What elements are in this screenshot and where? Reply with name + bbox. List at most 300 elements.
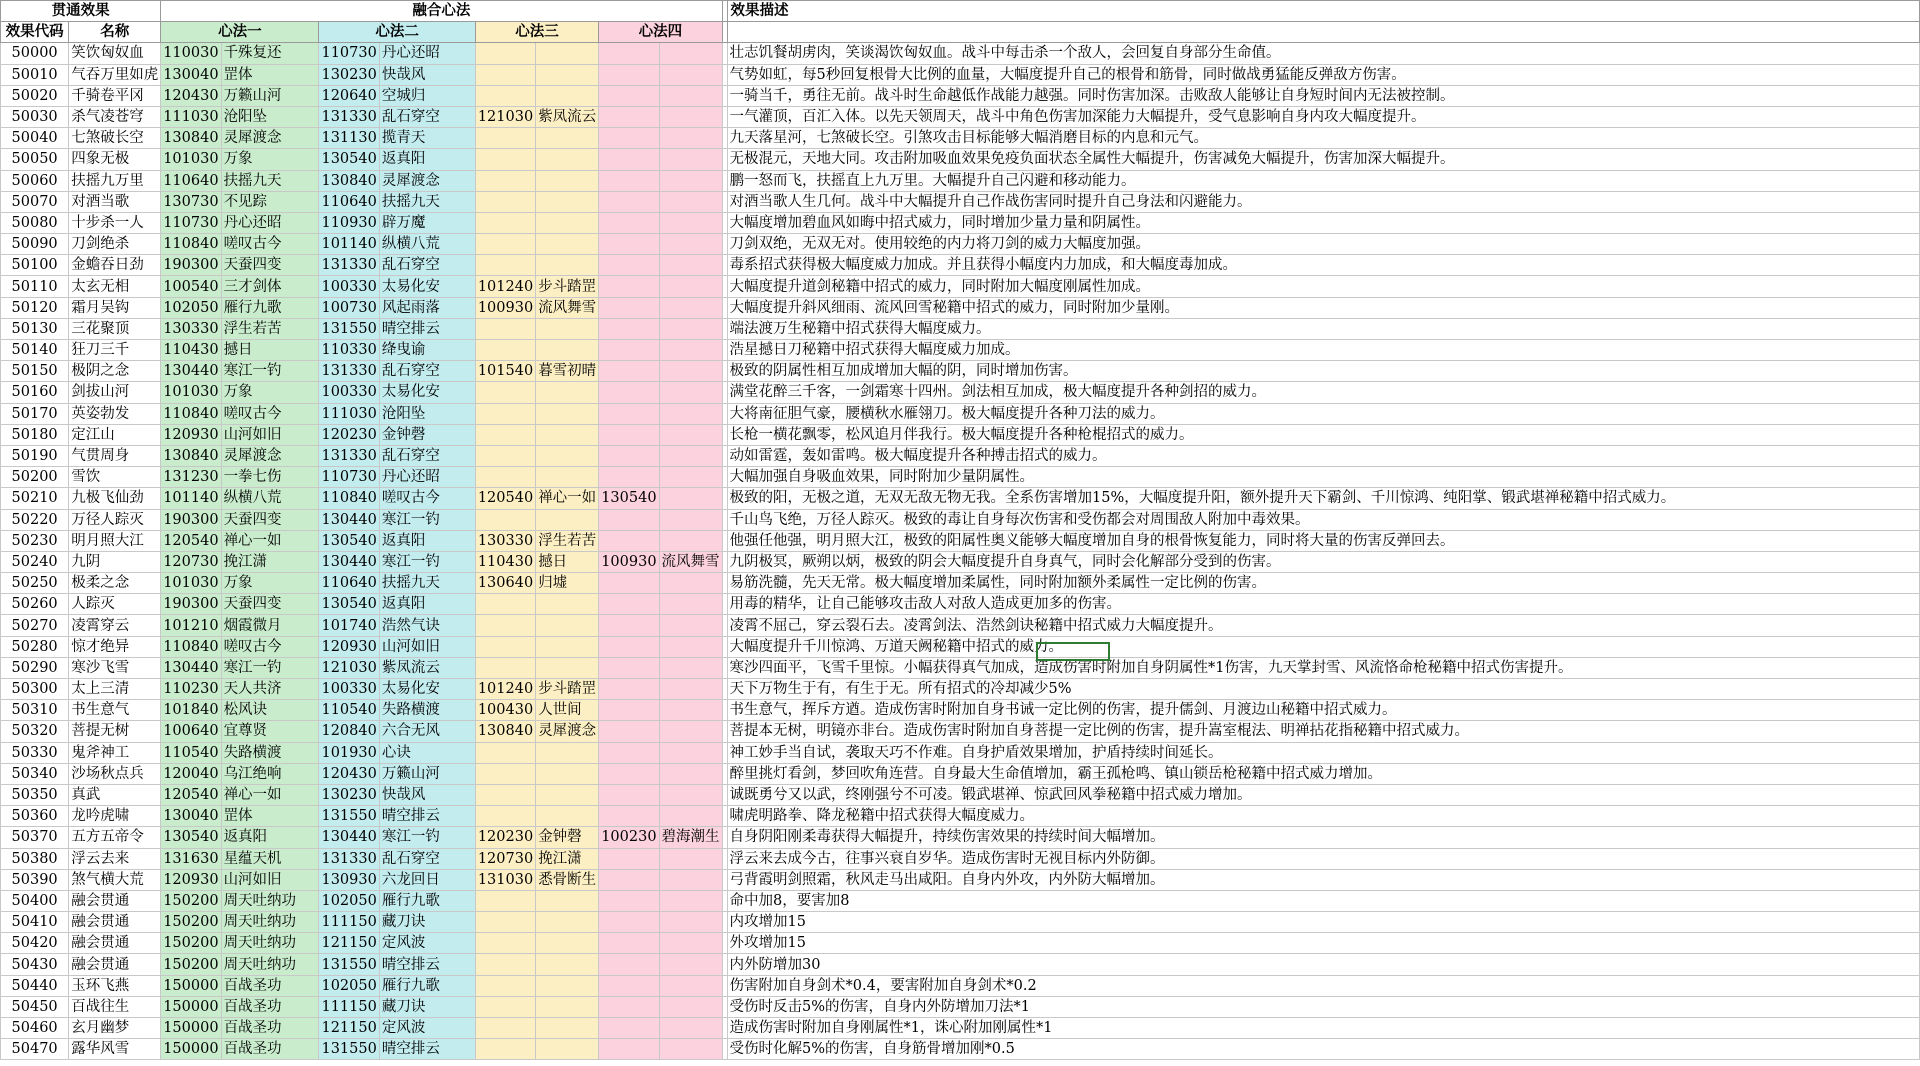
table-cell[interactable]: [536, 340, 599, 361]
table-cell[interactable]: 融会贯通: [69, 933, 161, 954]
table-cell[interactable]: 禅心一如: [221, 530, 319, 551]
table-cell[interactable]: 130730: [161, 191, 221, 212]
table-cell[interactable]: [475, 255, 535, 276]
desc-cell[interactable]: 凌霄不屈己，穿云裂石去。凌霄剑法、浩然剑诀秘籍中招式威力大幅度提升。: [727, 615, 1919, 636]
table-cell[interactable]: [475, 1039, 535, 1060]
table-cell[interactable]: 190300: [161, 594, 221, 615]
table-cell[interactable]: 人踪灭: [69, 594, 161, 615]
desc-cell[interactable]: 千山鸟飞绝，万径人踪灭。极致的毒让自身每次伤害和受伤都会对周围敌人附加中毒效果。: [727, 509, 1919, 530]
table-cell[interactable]: 50270: [1, 615, 69, 636]
table-cell[interactable]: 100930: [599, 551, 659, 572]
table-cell[interactable]: [475, 996, 535, 1017]
table-cell[interactable]: 120540: [475, 488, 535, 509]
table-cell[interactable]: 浮生若苦: [536, 530, 599, 551]
table-cell[interactable]: [659, 594, 722, 615]
table-cell[interactable]: 50320: [1, 721, 69, 742]
table-cell[interactable]: [536, 996, 599, 1017]
table-cell[interactable]: 130840: [319, 170, 379, 191]
table-cell[interactable]: 失路横渡: [221, 742, 319, 763]
table-cell[interactable]: [659, 806, 722, 827]
table-cell[interactable]: 嗟叹古今: [221, 636, 319, 657]
table-cell[interactable]: [475, 64, 535, 85]
desc-cell[interactable]: 寒沙四面平，飞雪千里惊。小幅获得真气加成，造成伤害时附加自身阴属性*1伤害，九天掌封雪、风流恪命枪秘籍中招式伤害提升。: [727, 657, 1919, 678]
table-cell[interactable]: 山河如旧: [221, 869, 319, 890]
table-cell[interactable]: 雁行九歌: [379, 975, 475, 996]
table-cell[interactable]: 120840: [319, 721, 379, 742]
table-cell[interactable]: 金钟磬: [536, 827, 599, 848]
table-cell[interactable]: 50150: [1, 361, 69, 382]
table-cell[interactable]: [659, 318, 722, 339]
table-cell[interactable]: 50190: [1, 445, 69, 466]
table-cell[interactable]: 雪饮: [69, 467, 161, 488]
table-cell[interactable]: 150000: [161, 996, 221, 1017]
table-cell[interactable]: [475, 212, 535, 233]
table-cell[interactable]: 131630: [161, 848, 221, 869]
table-cell[interactable]: 山河如旧: [379, 636, 475, 657]
table-cell[interactable]: [536, 128, 599, 149]
table-cell[interactable]: 乱石穿空: [379, 848, 475, 869]
table-cell[interactable]: 120230: [319, 424, 379, 445]
table-cell[interactable]: 131130: [319, 128, 379, 149]
table-cell[interactable]: 100930: [475, 297, 535, 318]
table-cell[interactable]: 50300: [1, 679, 69, 700]
table-cell[interactable]: [659, 64, 722, 85]
table-cell[interactable]: [599, 996, 659, 1017]
table-cell[interactable]: [659, 488, 722, 509]
table-cell[interactable]: [599, 615, 659, 636]
desc-cell[interactable]: 醉里挑灯看剑，梦回吹角连营。自身最大生命值增加，霸王孤枪鸣、镇山锁岳枪秘籍中招式威力增加。: [727, 763, 1919, 784]
desc-cell[interactable]: 一骑当千，勇往无前。战斗时生命越低作战能力越强。同时伤害加深。击败敌人能够让自身短时间内无法被控制。: [727, 85, 1919, 106]
table-cell[interactable]: 对酒当歌: [69, 191, 161, 212]
table-cell[interactable]: 130330: [475, 530, 535, 551]
table-cell[interactable]: 150000: [161, 1039, 221, 1060]
table-cell[interactable]: [659, 636, 722, 657]
desc-cell[interactable]: 大幅度提升千川惊鸿、万道天阙秘籍中招式的威力。: [727, 636, 1919, 657]
table-cell[interactable]: 快哉风: [379, 64, 475, 85]
desc-cell[interactable]: 天下万物生于有，有生于无。所有招式的冷却减少5%: [727, 679, 1919, 700]
table-cell[interactable]: 金钟磬: [379, 424, 475, 445]
table-cell[interactable]: 110840: [161, 403, 221, 424]
table-cell[interactable]: [599, 297, 659, 318]
table-cell[interactable]: [599, 742, 659, 763]
table-cell[interactable]: 万象: [221, 573, 319, 594]
table-cell[interactable]: [599, 721, 659, 742]
table-cell[interactable]: [475, 742, 535, 763]
table-cell[interactable]: [599, 784, 659, 805]
table-cell[interactable]: [536, 43, 599, 64]
table-cell[interactable]: 121150: [319, 933, 379, 954]
table-cell[interactable]: 101210: [161, 615, 221, 636]
table-cell[interactable]: [659, 445, 722, 466]
desc-cell[interactable]: 易筋洗髓，先天无常。极大幅度增加柔属性，同时附加额外柔属性一定比例的伤害。: [727, 573, 1919, 594]
table-cell[interactable]: 露华风雪: [69, 1039, 161, 1060]
table-cell[interactable]: [536, 636, 599, 657]
table-cell[interactable]: 天蚕四变: [221, 594, 319, 615]
table-cell[interactable]: 空城归: [379, 85, 475, 106]
table-cell[interactable]: 太上三清: [69, 679, 161, 700]
table-cell[interactable]: 嗟叹古今: [221, 234, 319, 255]
table-cell[interactable]: 嗟叹古今: [221, 403, 319, 424]
table-cell[interactable]: 返真阳: [221, 827, 319, 848]
table-cell[interactable]: 131030: [475, 869, 535, 890]
table-cell[interactable]: 130540: [319, 530, 379, 551]
table-cell[interactable]: [659, 255, 722, 276]
table-cell[interactable]: [599, 43, 659, 64]
table-cell[interactable]: 102050: [319, 975, 379, 996]
table-cell[interactable]: 110840: [161, 636, 221, 657]
table-cell[interactable]: 英姿勃发: [69, 403, 161, 424]
table-cell[interactable]: 131550: [319, 954, 379, 975]
table-cell[interactable]: [599, 509, 659, 530]
table-cell[interactable]: 天蚕四变: [221, 255, 319, 276]
table-cell[interactable]: [536, 255, 599, 276]
table-cell[interactable]: 沧阳坠: [221, 106, 319, 127]
desc-cell[interactable]: 菩提本无树，明镜亦非台。造成伤害时附加自身菩提一定比例的伤害，提升嵩室棍法、明禅拈花指秘籍中招式威力。: [727, 721, 1919, 742]
table-cell[interactable]: 凌霄穿云: [69, 615, 161, 636]
desc-cell[interactable]: 无极混元，天地大同。攻击附加吸血效果免疫负面状态全属性大幅提升，伤害减免大幅提升，伤害加深大幅提升。: [727, 149, 1919, 170]
table-cell[interactable]: 50010: [1, 64, 69, 85]
table-cell[interactable]: [659, 869, 722, 890]
table-cell[interactable]: 50360: [1, 806, 69, 827]
table-cell[interactable]: [536, 467, 599, 488]
table-cell[interactable]: [475, 170, 535, 191]
table-cell[interactable]: [659, 657, 722, 678]
table-cell[interactable]: 110030: [161, 43, 221, 64]
table-cell[interactable]: 101030: [161, 149, 221, 170]
table-cell[interactable]: 笑饮匈奴血: [69, 43, 161, 64]
table-cell[interactable]: 50290: [1, 657, 69, 678]
table-cell[interactable]: 紫凤流云: [536, 106, 599, 127]
table-cell[interactable]: 罡体: [221, 806, 319, 827]
table-cell[interactable]: 130230: [319, 64, 379, 85]
table-cell[interactable]: 风起雨落: [379, 297, 475, 318]
table-cell[interactable]: [659, 276, 722, 297]
table-cell[interactable]: [659, 361, 722, 382]
desc-cell[interactable]: 伤害附加自身剑术*0.4，要害附加自身剑术*0.2: [727, 975, 1919, 996]
table-cell[interactable]: 120640: [319, 85, 379, 106]
table-cell[interactable]: 九阴: [69, 551, 161, 572]
table-cell[interactable]: 50390: [1, 869, 69, 890]
table-cell[interactable]: 120230: [475, 827, 535, 848]
table-cell[interactable]: 131550: [319, 318, 379, 339]
table-cell[interactable]: [599, 403, 659, 424]
table-cell[interactable]: 寒江一钓: [221, 361, 319, 382]
table-cell[interactable]: 乱石穿空: [379, 255, 475, 276]
table-cell[interactable]: 失路横渡: [379, 700, 475, 721]
table-cell[interactable]: 110640: [319, 191, 379, 212]
table-cell[interactable]: [599, 975, 659, 996]
table-cell[interactable]: [659, 933, 722, 954]
table-cell[interactable]: [599, 255, 659, 276]
table-cell[interactable]: 撼日: [536, 551, 599, 572]
table-cell[interactable]: 120430: [161, 85, 221, 106]
table-cell[interactable]: 130440: [161, 361, 221, 382]
table-cell[interactable]: 嗟叹古今: [379, 488, 475, 509]
table-cell[interactable]: [475, 594, 535, 615]
table-cell[interactable]: 110730: [161, 212, 221, 233]
table-cell[interactable]: 110930: [319, 212, 379, 233]
table-cell[interactable]: 130540: [161, 827, 221, 848]
table-cell[interactable]: 煞气横大荒: [69, 869, 161, 890]
table-cell[interactable]: 150200: [161, 954, 221, 975]
table-cell[interactable]: 130440: [319, 509, 379, 530]
table-cell[interactable]: [659, 784, 722, 805]
table-cell[interactable]: [599, 340, 659, 361]
table-cell[interactable]: 撼日: [221, 340, 319, 361]
table-cell[interactable]: [659, 43, 722, 64]
table-cell[interactable]: 50160: [1, 382, 69, 403]
table-cell[interactable]: [536, 318, 599, 339]
table-cell[interactable]: 天人共济: [221, 679, 319, 700]
table-cell[interactable]: 玄月幽梦: [69, 1018, 161, 1039]
table-cell[interactable]: 100640: [161, 721, 221, 742]
table-cell[interactable]: 刀剑绝杀: [69, 234, 161, 255]
table-cell[interactable]: [659, 1018, 722, 1039]
table-cell[interactable]: 50210: [1, 488, 69, 509]
desc-cell[interactable]: 浮云来去成今古，往事兴衰自岁华。造成伤害时无视目标内外防御。: [727, 848, 1919, 869]
table-cell[interactable]: [475, 43, 535, 64]
table-cell[interactable]: 130230: [319, 784, 379, 805]
table-cell[interactable]: [536, 212, 599, 233]
table-cell[interactable]: 111030: [161, 106, 221, 127]
table-cell[interactable]: 101840: [161, 700, 221, 721]
table-cell[interactable]: [536, 594, 599, 615]
table-cell[interactable]: 扶摇九天: [221, 170, 319, 191]
table-cell[interactable]: 山河如旧: [221, 424, 319, 445]
table-cell[interactable]: 快哉风: [379, 784, 475, 805]
table-cell[interactable]: [599, 912, 659, 933]
table-cell[interactable]: [536, 784, 599, 805]
table-cell[interactable]: 松风诀: [221, 700, 319, 721]
table-cell[interactable]: 50030: [1, 106, 69, 127]
table-cell[interactable]: 130330: [161, 318, 221, 339]
table-cell[interactable]: 102050: [161, 297, 221, 318]
table-cell[interactable]: [659, 340, 722, 361]
table-cell[interactable]: [659, 763, 722, 784]
table-cell[interactable]: 101030: [161, 382, 221, 403]
header-xf1[interactable]: 心法一: [161, 22, 319, 43]
table-cell[interactable]: 50070: [1, 191, 69, 212]
header-xf2[interactable]: 心法二: [319, 22, 475, 43]
desc-cell[interactable]: 受伤时反击5%的伤害，自身内外防增加刀法*1: [727, 996, 1919, 1017]
table-cell[interactable]: [475, 615, 535, 636]
table-cell[interactable]: [599, 1039, 659, 1060]
table-cell[interactable]: 130040: [161, 806, 221, 827]
table-cell[interactable]: [659, 170, 722, 191]
table-cell[interactable]: [659, 403, 722, 424]
table-cell[interactable]: [599, 763, 659, 784]
table-cell[interactable]: 三花聚顶: [69, 318, 161, 339]
table-cell[interactable]: [599, 318, 659, 339]
table-cell[interactable]: 烟霞微月: [221, 615, 319, 636]
table-cell[interactable]: 七煞破长空: [69, 128, 161, 149]
table-cell[interactable]: 浩然气诀: [379, 615, 475, 636]
table-cell[interactable]: [599, 594, 659, 615]
table-cell[interactable]: [475, 340, 535, 361]
table-cell[interactable]: 太玄无相: [69, 276, 161, 297]
table-cell[interactable]: 太易化安: [379, 276, 475, 297]
table-cell[interactable]: 千骑卷平冈: [69, 85, 161, 106]
table-cell[interactable]: 50310: [1, 700, 69, 721]
table-cell[interactable]: [599, 382, 659, 403]
table-cell[interactable]: 万象: [221, 382, 319, 403]
table-cell[interactable]: 禅心一如: [221, 784, 319, 805]
table-cell[interactable]: [659, 212, 722, 233]
table-cell[interactable]: 111150: [319, 912, 379, 933]
table-cell[interactable]: 六合无风: [379, 721, 475, 742]
table-cell[interactable]: 霜月吴钩: [69, 297, 161, 318]
table-cell[interactable]: 融会贯通: [69, 890, 161, 911]
table-cell[interactable]: [659, 85, 722, 106]
table-cell[interactable]: 菩提无树: [69, 721, 161, 742]
table-cell[interactable]: 千殊复还: [221, 43, 319, 64]
table-cell[interactable]: 50220: [1, 509, 69, 530]
table-cell[interactable]: 沙场秋点兵: [69, 763, 161, 784]
table-cell[interactable]: 190300: [161, 509, 221, 530]
table-cell[interactable]: 190300: [161, 255, 221, 276]
table-cell[interactable]: 罡体: [221, 64, 319, 85]
table-cell[interactable]: 50380: [1, 848, 69, 869]
table-cell[interactable]: 50050: [1, 149, 69, 170]
table-cell[interactable]: 102050: [319, 890, 379, 911]
table-cell[interactable]: 流风舞雪: [659, 551, 722, 572]
table-cell[interactable]: 100330: [319, 276, 379, 297]
table-cell[interactable]: [475, 954, 535, 975]
table-cell[interactable]: [536, 191, 599, 212]
table-cell[interactable]: 120040: [161, 763, 221, 784]
table-cell[interactable]: 150200: [161, 933, 221, 954]
table-cell[interactable]: 101740: [319, 615, 379, 636]
table-cell[interactable]: [475, 149, 535, 170]
table-cell[interactable]: [599, 128, 659, 149]
desc-cell[interactable]: 九天落星河，七煞破长空。引煞攻击目标能够大幅消磨目标的内息和元气。: [727, 128, 1919, 149]
table-cell[interactable]: 111150: [319, 996, 379, 1017]
table-cell[interactable]: 50120: [1, 297, 69, 318]
table-cell[interactable]: 定江山: [69, 424, 161, 445]
table-cell[interactable]: [475, 403, 535, 424]
table-cell[interactable]: 扶摇九天: [379, 573, 475, 594]
desc-cell[interactable]: 受伤时化解5%的伤害，自身筋骨增加刚*0.5: [727, 1039, 1919, 1060]
table-cell[interactable]: 玉环飞燕: [69, 975, 161, 996]
table-cell[interactable]: 乱石穿空: [379, 361, 475, 382]
table-cell[interactable]: 100230: [599, 827, 659, 848]
table-cell[interactable]: 101140: [319, 234, 379, 255]
table-cell[interactable]: 50280: [1, 636, 69, 657]
table-cell[interactable]: 130540: [319, 149, 379, 170]
table-cell[interactable]: 150200: [161, 890, 221, 911]
table-cell[interactable]: 丹心还昭: [221, 212, 319, 233]
table-cell[interactable]: 130040: [161, 64, 221, 85]
table-cell[interactable]: 三才剑体: [221, 276, 319, 297]
desc-cell[interactable]: 神工妙手当自试，袭取天巧不作难。自身护盾效果增加，护盾持续时间延长。: [727, 742, 1919, 763]
table-cell[interactable]: [475, 1018, 535, 1039]
table-cell[interactable]: [659, 106, 722, 127]
table-cell[interactable]: 极阴之念: [69, 361, 161, 382]
table-cell[interactable]: 50140: [1, 340, 69, 361]
table-cell[interactable]: 惊才绝异: [69, 636, 161, 657]
table-cell[interactable]: [659, 615, 722, 636]
table-cell[interactable]: 111030: [319, 403, 379, 424]
table-cell[interactable]: 揽青天: [379, 128, 475, 149]
table-cell[interactable]: [536, 382, 599, 403]
table-cell[interactable]: 50370: [1, 827, 69, 848]
table-cell[interactable]: 50130: [1, 318, 69, 339]
table-cell[interactable]: [536, 742, 599, 763]
table-cell[interactable]: [475, 806, 535, 827]
table-cell[interactable]: 110730: [319, 467, 379, 488]
table-cell[interactable]: 剑拔山河: [69, 382, 161, 403]
table-cell[interactable]: 50420: [1, 933, 69, 954]
table-cell[interactable]: 100730: [319, 297, 379, 318]
table-cell[interactable]: [659, 700, 722, 721]
desc-cell[interactable]: 自身阴阳刚柔毒获得大幅提升，持续伤害效果的持续时间大幅增加。: [727, 827, 1919, 848]
table-cell[interactable]: [536, 615, 599, 636]
table-cell[interactable]: 50400: [1, 890, 69, 911]
table-cell[interactable]: 百战圣功: [221, 975, 319, 996]
table-cell[interactable]: 131550: [319, 1039, 379, 1060]
table-cell[interactable]: [475, 763, 535, 784]
table-cell[interactable]: 130440: [319, 827, 379, 848]
table-cell[interactable]: 晴空排云: [379, 954, 475, 975]
table-cell[interactable]: [659, 679, 722, 700]
header-desc[interactable]: 效果描述: [727, 1, 1919, 22]
table-cell[interactable]: 50430: [1, 954, 69, 975]
table-cell[interactable]: 110330: [319, 340, 379, 361]
table-cell[interactable]: [659, 149, 722, 170]
table-cell[interactable]: 110640: [319, 573, 379, 594]
table-cell[interactable]: [659, 912, 722, 933]
table-cell[interactable]: 50230: [1, 530, 69, 551]
table-cell[interactable]: 120540: [161, 530, 221, 551]
table-cell[interactable]: [475, 890, 535, 911]
table-cell[interactable]: [599, 212, 659, 233]
table-cell[interactable]: 130840: [161, 128, 221, 149]
table-cell[interactable]: [475, 933, 535, 954]
table-cell[interactable]: 一拳七伤: [221, 467, 319, 488]
table-cell[interactable]: [599, 1018, 659, 1039]
table-cell[interactable]: 130840: [475, 721, 535, 742]
table-cell[interactable]: [599, 149, 659, 170]
desc-cell[interactable]: 长枪一横花飘零，松风追月伴我行。极大幅度提升各种枪棍招式的威力。: [727, 424, 1919, 445]
table-cell[interactable]: 101540: [475, 361, 535, 382]
table-cell[interactable]: 金蟾吞日劲: [69, 255, 161, 276]
table-cell[interactable]: [659, 530, 722, 551]
table-cell[interactable]: [659, 424, 722, 445]
table-cell[interactable]: 晴空排云: [379, 318, 475, 339]
table-cell[interactable]: 50110: [1, 276, 69, 297]
table-cell[interactable]: 灵犀渡念: [536, 721, 599, 742]
table-cell[interactable]: 雁行九歌: [221, 297, 319, 318]
table-cell[interactable]: [475, 467, 535, 488]
desc-cell[interactable]: 浩星撼日刀秘籍中招式获得大幅度威力加成。: [727, 340, 1919, 361]
desc-cell[interactable]: 大将南征胆气豪，腰横秋水雁翎刀。极大幅度提升各种刀法的威力。: [727, 403, 1919, 424]
table-cell[interactable]: 110840: [319, 488, 379, 509]
table-cell[interactable]: [659, 954, 722, 975]
table-cell[interactable]: 藏刀诀: [379, 912, 475, 933]
table-cell[interactable]: 紫凤流云: [379, 657, 475, 678]
table-cell[interactable]: 百战往生: [69, 996, 161, 1017]
table-cell[interactable]: 121030: [475, 106, 535, 127]
table-cell[interactable]: 50020: [1, 85, 69, 106]
table-cell[interactable]: 130440: [161, 657, 221, 678]
header-name[interactable]: 名称: [69, 22, 161, 43]
desc-cell[interactable]: 用毒的精华，让自己能够攻击敌人对敌人造成更加多的伤害。: [727, 594, 1919, 615]
table-cell[interactable]: 寒江一钓: [221, 657, 319, 678]
table-cell[interactable]: 九极飞仙劲: [69, 488, 161, 509]
table-cell[interactable]: 百战圣功: [221, 1018, 319, 1039]
table-cell[interactable]: 纵横八荒: [379, 234, 475, 255]
table-cell[interactable]: 110730: [319, 43, 379, 64]
